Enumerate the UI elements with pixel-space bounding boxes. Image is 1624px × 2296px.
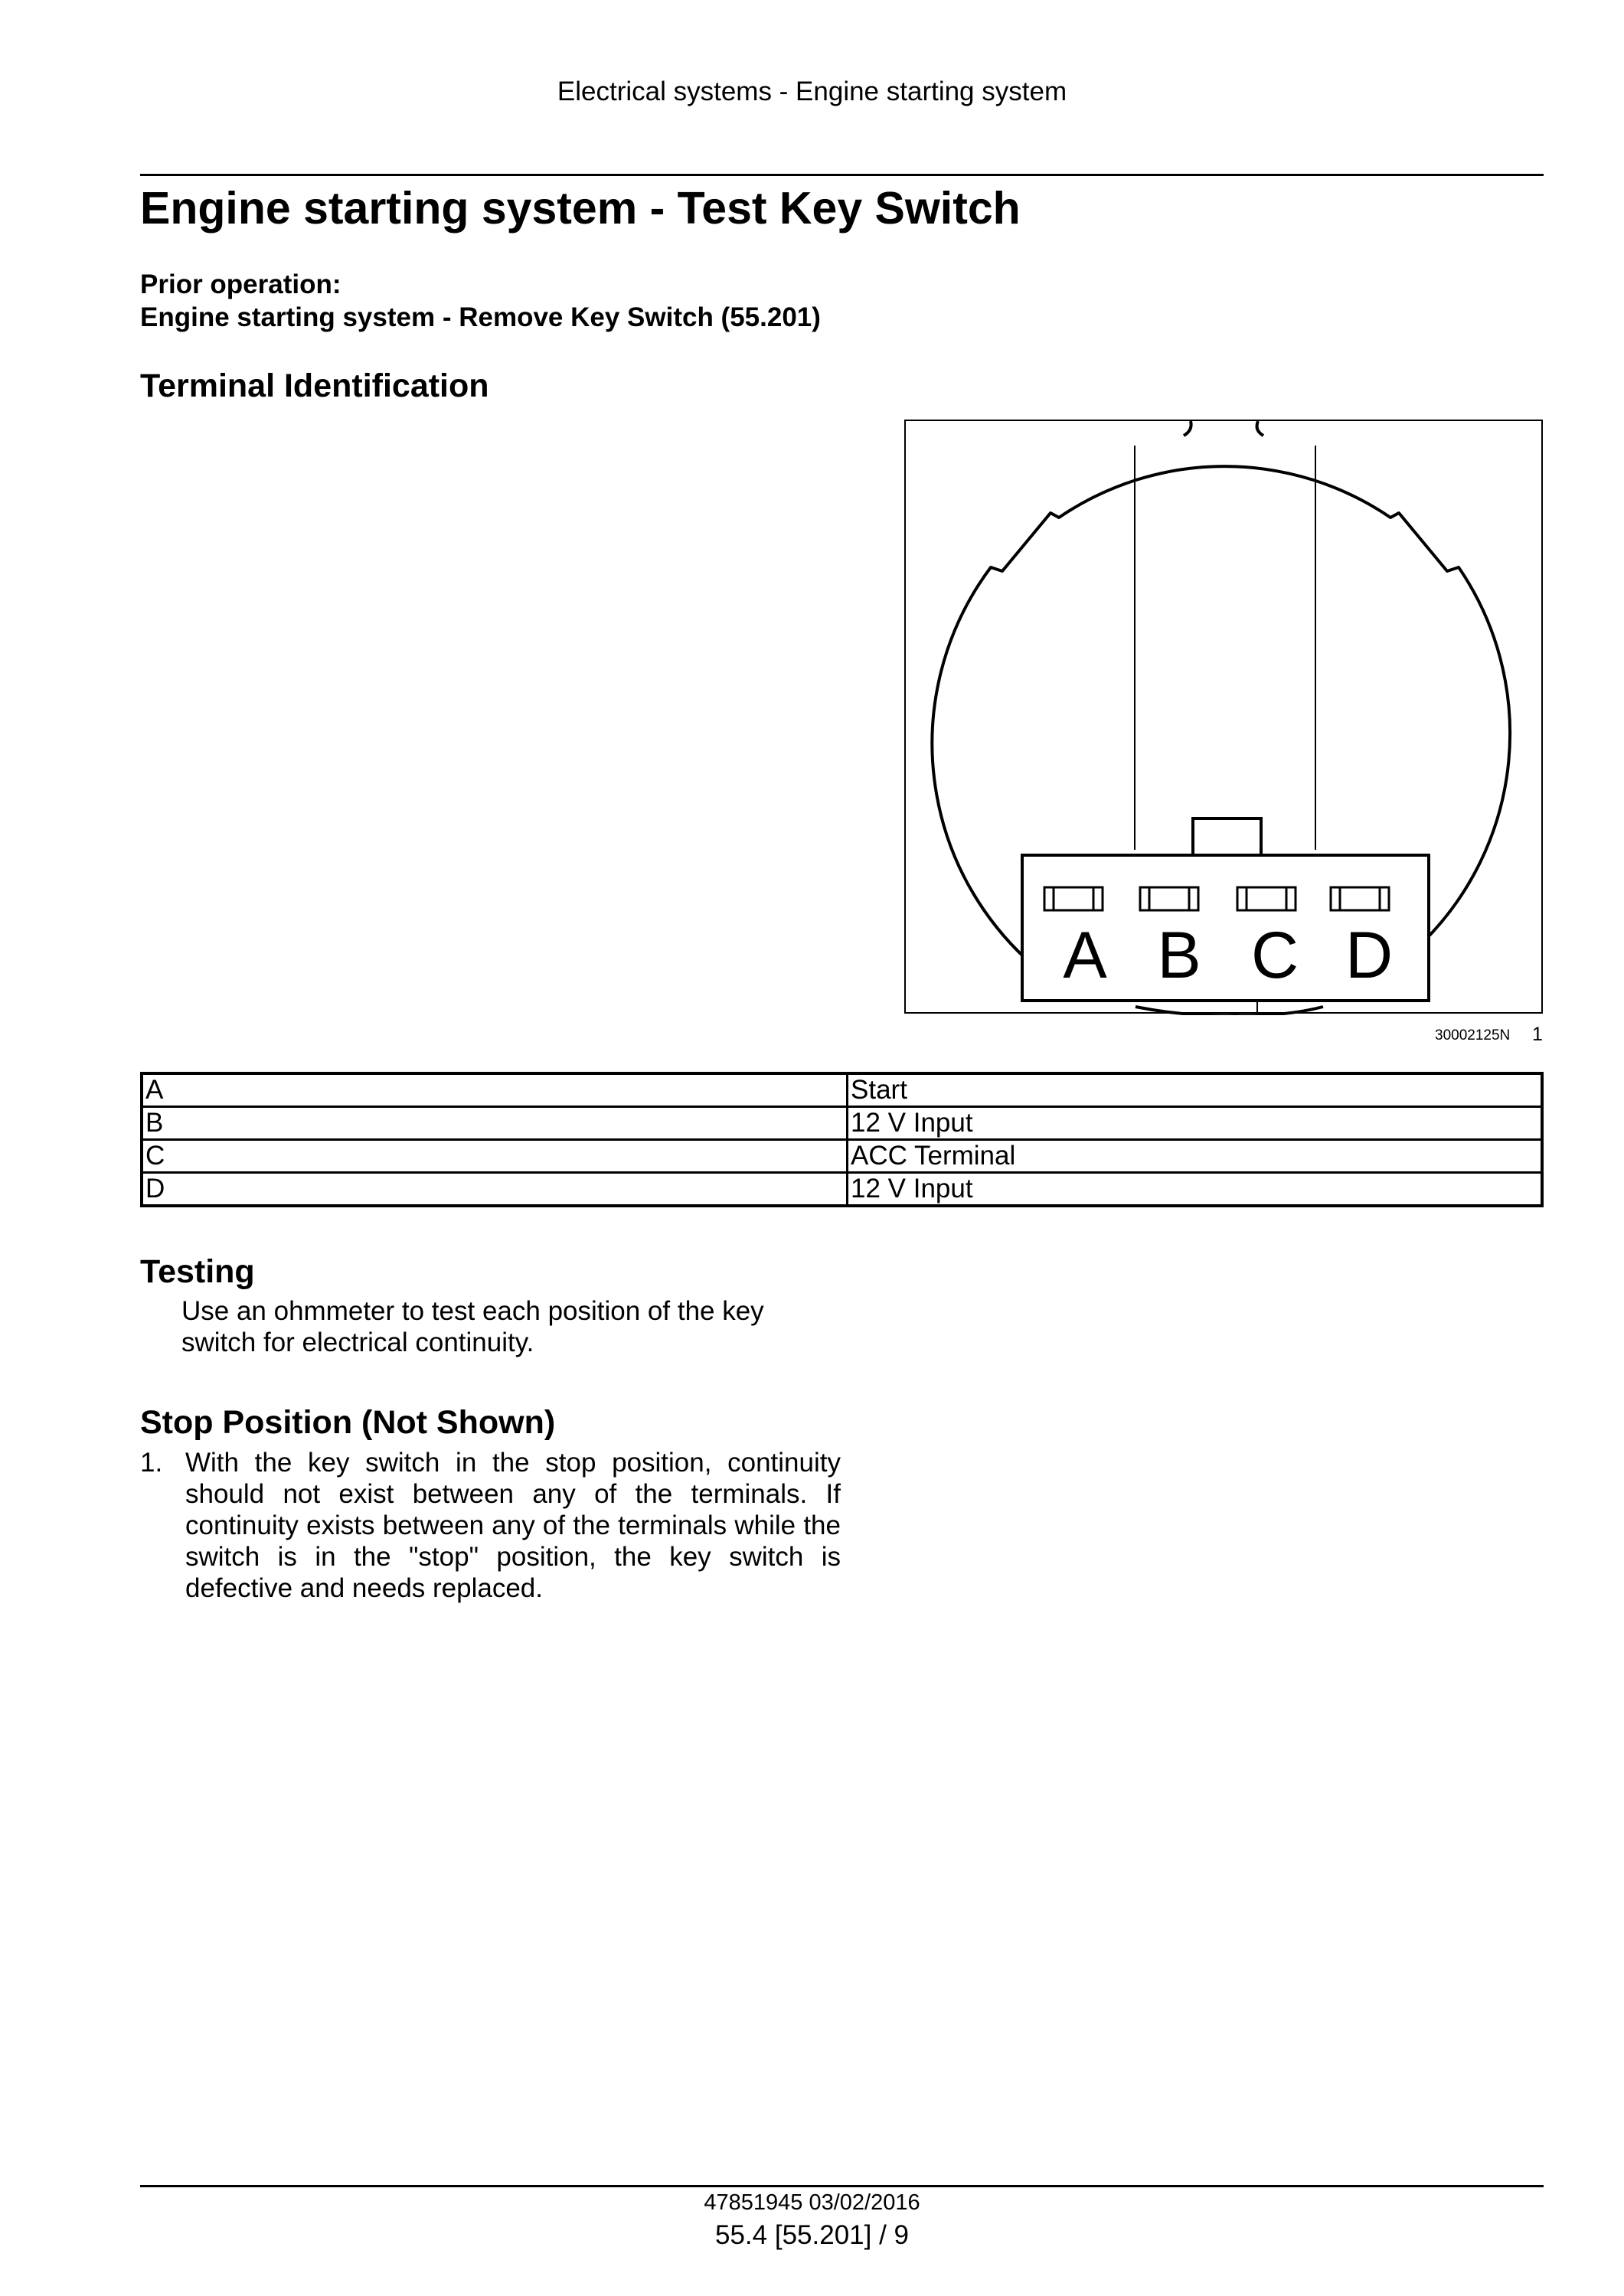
terminal-cell: A xyxy=(142,1073,848,1107)
step-text: With the key switch in the stop position, continuity should not exist between any of the terminals. If continuity exists between any of the terminals while the switch is in the "stop" position, the key switch is defective and needs replaced. xyxy=(185,1448,841,1603)
table-row xyxy=(142,1073,1542,1107)
connector-latch xyxy=(1193,818,1261,855)
terminal-cell: B xyxy=(142,1107,848,1140)
terminal-table xyxy=(140,1072,1544,1207)
terminal-cell: C xyxy=(142,1140,848,1173)
prior-operation-label: Prior operation: xyxy=(140,269,341,299)
testing-text: Use an ohmmeter to test each position of the key switch for electrical continuity. xyxy=(181,1296,764,1357)
terminal-letter-d: D xyxy=(1345,919,1394,992)
switch-body-bottom xyxy=(1135,1007,1323,1015)
function-cell: 12 V Input xyxy=(848,1173,1543,1207)
header-rule xyxy=(140,174,1544,176)
function-cell: ACC Terminal xyxy=(848,1140,1543,1173)
function-cell: 12 V Input xyxy=(848,1107,1543,1140)
key-tab xyxy=(1184,421,1263,436)
key-switch-diagram xyxy=(906,421,1544,1015)
footer-rule xyxy=(140,2185,1544,2187)
terminal-identification-heading: Terminal Identification xyxy=(140,367,489,404)
testing-heading: Testing xyxy=(140,1253,255,1290)
running-header: Electrical systems - Engine starting system xyxy=(557,77,1067,106)
figure-code: 30002125N xyxy=(1435,1027,1511,1043)
footer-page-number: 55.4 [55.201] / 9 xyxy=(715,2220,909,2250)
function-cell: Start xyxy=(848,1073,1543,1107)
terminal-letter-b: B xyxy=(1157,919,1201,992)
table-row xyxy=(142,1107,1542,1140)
footer-document-id: 47851945 03/02/2016 xyxy=(704,2190,920,2215)
terminal-letter-c: C xyxy=(1250,919,1299,992)
terminal-cell: D xyxy=(142,1173,848,1207)
key-switch-terminal-figure xyxy=(904,420,1543,1014)
page-title: Engine starting system - Test Key Switch xyxy=(140,183,1021,234)
table-row xyxy=(142,1140,1542,1173)
prior-operation-link[interactable]: Engine starting system - Remove Key Switch (55.201) xyxy=(140,302,821,332)
stop-position-heading: Stop Position (Not Shown) xyxy=(140,1404,556,1441)
table-row xyxy=(142,1173,1542,1207)
step-number: 1. xyxy=(140,1448,163,1478)
terminal-letter-a: A xyxy=(1063,919,1107,992)
figure-number: 1 xyxy=(1532,1024,1543,1045)
